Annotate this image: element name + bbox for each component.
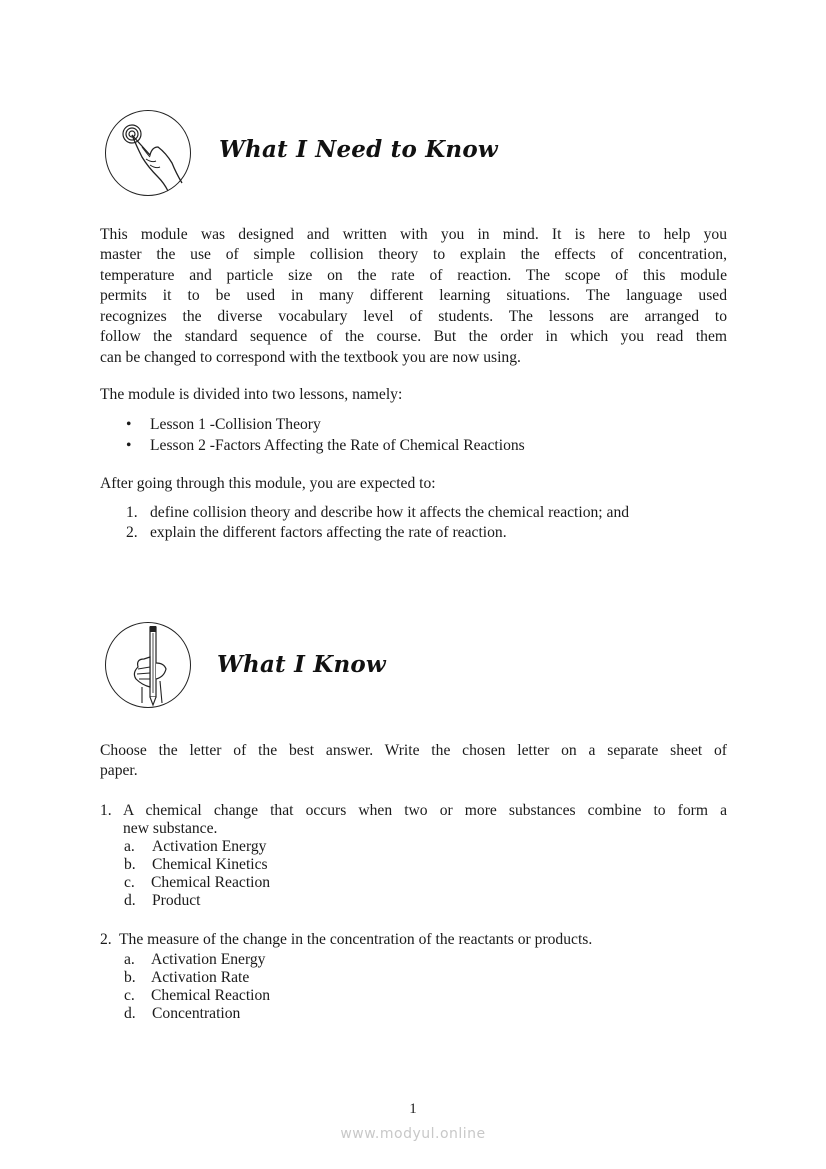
objectives-intro: After going through this module, you are expected to: bbox=[100, 475, 436, 492]
objective-item: define collision theory and describe how it affects the chemical reaction; and bbox=[150, 504, 630, 521]
page-number: 1 bbox=[409, 1101, 417, 1117]
text-line: This module was designed and written with you in mind. It is here to help you bbox=[100, 226, 727, 243]
question-text: The measure of the change in the concentration of the reactants or products. bbox=[119, 931, 593, 948]
pointing-hand-icon bbox=[105, 110, 191, 196]
section-title-what-i-need-to-know: What I Need to Know bbox=[219, 136, 498, 163]
objective-item: explain the different factors affecting the rate of reaction. bbox=[150, 524, 507, 541]
text-line: master the use of simple collision theory to explain the effects of concentration, bbox=[100, 246, 727, 263]
text-line: follow the standard sequence of the course. But the order in which you read them bbox=[100, 328, 727, 345]
option-text: Activation Energy bbox=[152, 838, 267, 855]
hand-holding-pencil-icon bbox=[105, 622, 191, 708]
question-number: 1. bbox=[100, 802, 112, 819]
option-text: Concentration bbox=[152, 1005, 241, 1022]
bullet-icon: • bbox=[126, 437, 132, 454]
option-letter: d. bbox=[124, 892, 136, 909]
question-text: new substance. bbox=[123, 820, 218, 837]
section-title-what-i-know: What I Know bbox=[217, 651, 386, 678]
option-letter: a. bbox=[124, 951, 135, 968]
question-text: A chemical change that occurs when two or more substances combine to form a bbox=[123, 802, 727, 819]
question-number: 2. bbox=[100, 931, 112, 948]
option-letter: b. bbox=[124, 856, 136, 873]
lesson-item: Lesson 1 -Collision Theory bbox=[150, 416, 321, 433]
option-letter: c. bbox=[124, 987, 135, 1004]
text-line: can be changed to correspond with the textbook you are now using. bbox=[100, 349, 521, 366]
option-text: Chemical Kinetics bbox=[152, 856, 268, 873]
option-letter: d. bbox=[124, 1005, 136, 1022]
lessons-intro: The module is divided into two lessons, namely: bbox=[100, 386, 403, 403]
option-text: Chemical Reaction bbox=[151, 874, 271, 891]
option-text: Activation Energy bbox=[151, 951, 266, 968]
option-letter: c. bbox=[124, 874, 135, 891]
bullet-icon: • bbox=[126, 416, 132, 433]
option-letter: a. bbox=[124, 838, 135, 855]
option-text: Chemical Reaction bbox=[151, 987, 271, 1004]
option-text: Activation Rate bbox=[151, 969, 250, 986]
text-line: temperature and particle size on the rate of reaction. The scope of this module bbox=[100, 267, 727, 284]
option-text: Product bbox=[152, 892, 201, 909]
objective-number: 1. bbox=[126, 504, 138, 521]
text-line: paper. bbox=[100, 762, 138, 779]
text-line: Choose the letter of the best answer. Write the chosen letter on a separate sheet of bbox=[100, 742, 727, 759]
text-line: recognizes the diverse vocabulary level of students. The lessons are arranged to bbox=[100, 308, 727, 325]
objective-number: 2. bbox=[126, 524, 138, 541]
text-line: permits it to be used in many different learning situations. The language used bbox=[100, 287, 727, 304]
lesson-item: Lesson 2 -Factors Affecting the Rate of Chemical Reactions bbox=[150, 437, 525, 454]
watermark: www.modyul.online bbox=[340, 1126, 486, 1142]
option-letter: b. bbox=[124, 969, 136, 986]
